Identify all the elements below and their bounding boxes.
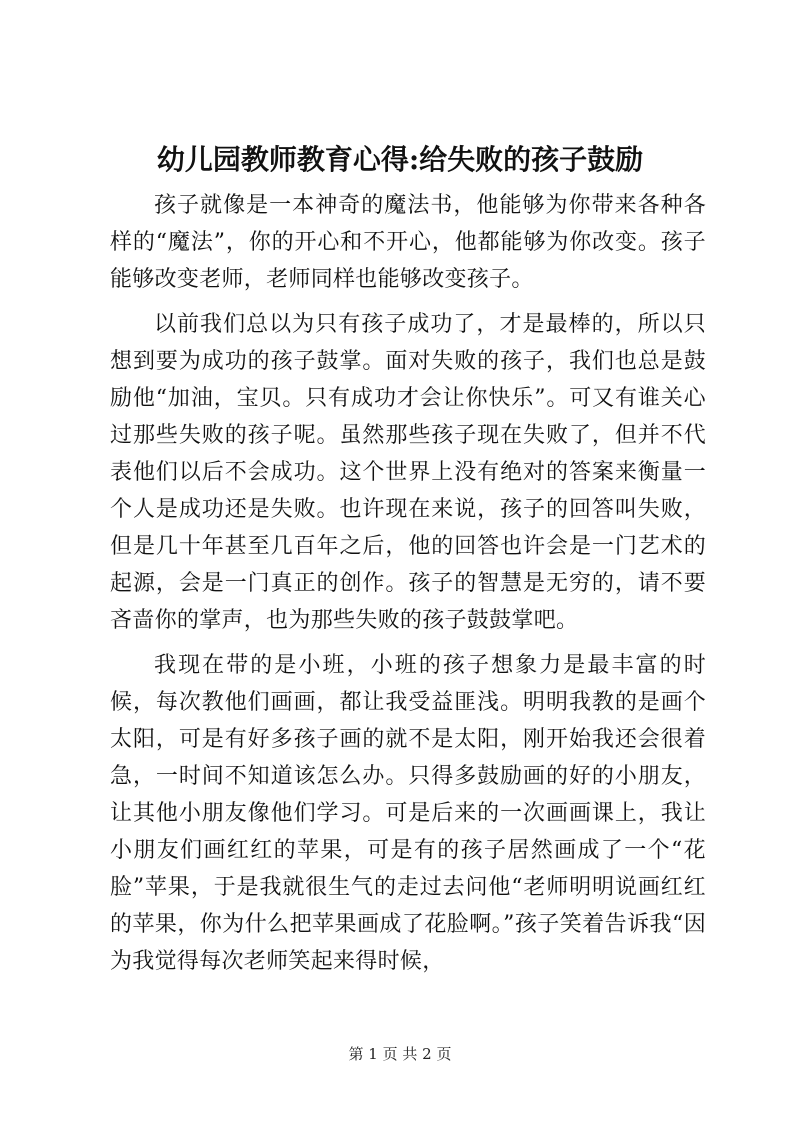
paragraph-3: 我现在带的是小班，小班的孩子想象力是最丰富的时候，每次教他们画画，都让我受益匪浅。明明我教的是画个太阳，可是有好多孩子画的就不是太阳，刚开始我还会很着急，一时间不知道该怎么办。只得多鼓励画的好的小朋友，让其他小朋友像他们学习。可是后来的一次画画课上，我让小朋友们画红红的苹果，可是有的孩子居然画成了一个“花脸”苹果，于是我就很生气的走过去问他“老师明明说画红红的苹果，你为什么把苹果画成了花脸啊。”孩子笑着告诉我“因为我觉得每次老师笑起来得时候， (110, 653, 706, 974)
paragraph-2: 以前我们总以为只有孩子成功了，才是最棒的，所以只想到要为成功的孩子鼓掌。面对失败的孩子，我们也总是鼓励他“加油，宝贝。只有成功才会让你快乐”。可又有谁关心过那些失败的孩子呢。虽然那些孩子现在失败了，但并不代表他们以后不会成功。这个世界上没有绝对的答案来衡量一个人是成功还是失败。也许现在来说，孩子的回答叫失败，但是几十年甚至几百年之后，他的回答也许会是一门艺术的起源，会是一门真正的创作。孩子的智慧是无穷的，请不要吝啬你的掌声，也为那些失败的孩子鼓鼓掌吧。 (110, 312, 706, 633)
document-title: 幼儿园教师教育心得:给失败的孩子鼓励 (156, 143, 644, 176)
paragraph-1: 孩子就像是一本神奇的魔法书，他能够为你带来各种各样的“魔法”，你的开心和不开心，他都能够为你改变。孩子能够改变老师，老师同样也能够改变孩子。 (110, 193, 706, 292)
document-body (110, 187, 706, 988)
page-number-footer: 第 1 页 共 2 页 (348, 1045, 452, 1063)
